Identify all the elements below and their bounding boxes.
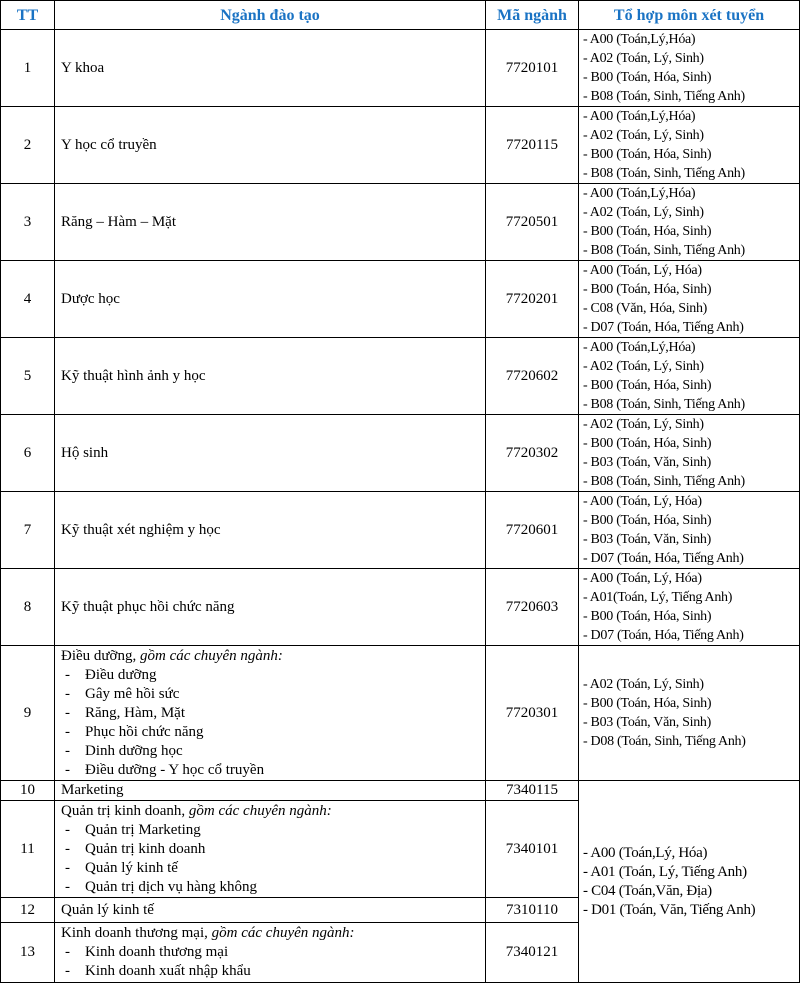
combo-item: - A02 (Toán, Lý, Sinh)	[583, 417, 704, 432]
specialization-item: - Dinh dưỡng học	[61, 742, 485, 761]
row-number: 10	[1, 781, 55, 801]
table-row	[1, 646, 800, 781]
combo-item: - D08 (Toán, Sinh, Tiếng Anh)	[583, 734, 746, 749]
combo-item: - B00 (Toán, Hóa, Sinh)	[583, 147, 712, 162]
combo-list	[579, 492, 800, 569]
header-combos: Tổ hợp môn xét tuyển	[579, 1, 800, 30]
specialization-item: - Quản trị dịch vụ hàng không	[61, 878, 485, 897]
header-row	[1, 1, 800, 30]
combo-item: - A02 (Toán, Lý, Sinh)	[583, 359, 704, 374]
combo-list	[579, 338, 800, 415]
major-name: Dược học	[55, 261, 486, 338]
table-row	[1, 107, 800, 184]
row-number: 6	[1, 415, 55, 492]
combo-item: - D07 (Toán, Hóa, Tiếng Anh)	[583, 320, 744, 335]
major-code: 7720602	[486, 338, 579, 415]
combo-item: - A02 (Toán, Lý, Sinh)	[583, 51, 704, 66]
major-code: 7720201	[486, 261, 579, 338]
major-name: Hộ sinh	[55, 415, 486, 492]
combo-list	[579, 30, 800, 107]
specialization-item: - Phục hồi chức năng	[61, 723, 485, 742]
major-name: Quản lý kinh tế	[55, 898, 486, 923]
combo-item: - B00 (Toán, Hóa, Sinh)	[583, 436, 712, 451]
row-number: 11	[1, 801, 55, 898]
row-number: 9	[1, 646, 55, 781]
major-title: Điều dưỡng,	[61, 648, 137, 664]
combo-item: - B00 (Toán, Hóa, Sinh)	[583, 282, 712, 297]
major-title: Kinh doanh thương mại,	[61, 925, 208, 941]
specialization-item: - Điều dưỡng - Y học cổ truyền	[61, 761, 485, 780]
major-name: Y khoa	[55, 30, 486, 107]
major-code: 7340115	[486, 781, 579, 801]
row-number: 7	[1, 492, 55, 569]
combo-item: - B03 (Toán, Văn, Sinh)	[583, 715, 711, 730]
header-tt: TT	[1, 1, 55, 30]
table-row	[1, 261, 800, 338]
major-lead	[61, 647, 485, 666]
specialization-list	[61, 943, 485, 981]
specialization-list	[61, 666, 485, 780]
major-name: Y học cổ truyền	[55, 107, 486, 184]
major-code: 7340101	[486, 801, 579, 898]
header-major: Ngành đào tạo	[55, 1, 486, 30]
combo-list	[579, 415, 800, 492]
specialization-item: - Quản trị Marketing	[61, 821, 485, 840]
major-code: 7720601	[486, 492, 579, 569]
row-number: 5	[1, 338, 55, 415]
major-lead	[61, 802, 485, 821]
combo-item: - B00 (Toán, Hóa, Sinh)	[583, 70, 712, 85]
major-note: gồm các chuyên ngành:	[188, 803, 332, 819]
specialization-list	[61, 821, 485, 897]
row-number: 8	[1, 569, 55, 646]
major-code: 7720101	[486, 30, 579, 107]
combo-list	[579, 646, 800, 781]
row-number: 12	[1, 898, 55, 923]
combo-item: - B03 (Toán, Văn, Sinh)	[583, 455, 711, 470]
combo-item: - B00 (Toán, Hóa, Sinh)	[583, 609, 712, 624]
specialization-item: - Kinh doanh thương mại	[61, 943, 485, 962]
combo-item: - A02 (Toán, Lý, Sinh)	[583, 677, 704, 692]
combo-item: - A02 (Toán, Lý, Sinh)	[583, 205, 704, 220]
combo-item: - B08 (Toán, Sinh, Tiếng Anh)	[583, 89, 745, 104]
combo-item: - A00 (Toán,Lý,Hóa)	[583, 186, 696, 201]
major-note: gồm các chuyên ngành:	[139, 648, 283, 664]
major-name	[55, 646, 486, 781]
combo-item: - B00 (Toán, Hóa, Sinh)	[583, 224, 712, 239]
table-row	[1, 338, 800, 415]
table-row	[1, 415, 800, 492]
combo-item: - A01 (Toán, Lý, Tiếng Anh)	[583, 863, 747, 880]
table-row	[1, 30, 800, 107]
major-note: gồm các chuyên ngành:	[211, 925, 355, 941]
row-number: 3	[1, 184, 55, 261]
combo-item: - A02 (Toán, Lý, Sinh)	[583, 128, 704, 143]
combo-item: - A00 (Toán,Lý,Hóa)	[583, 32, 696, 47]
combo-item: - D01 (Toán, Văn, Tiếng Anh)	[583, 901, 756, 918]
combo-item: - B08 (Toán, Sinh, Tiếng Anh)	[583, 397, 745, 412]
specialization-item: - Kinh doanh xuất nhập khẩu	[61, 962, 485, 981]
major-code: 7310110	[486, 898, 579, 923]
major-name: Kỹ thuật phục hồi chức năng	[55, 569, 486, 646]
table-row	[1, 184, 800, 261]
combo-item: - A01(Toán, Lý, Tiếng Anh)	[583, 590, 733, 605]
major-code: 7720115	[486, 107, 579, 184]
combo-item: - B03 (Toán, Văn, Sinh)	[583, 532, 711, 547]
specialization-item: - Điều dưỡng	[61, 666, 485, 685]
specialization-item: - Gây mê hồi sức	[61, 685, 485, 704]
combo-list	[579, 107, 800, 184]
row-number: 1	[1, 30, 55, 107]
combo-item: - A00 (Toán,Lý,Hóa)	[583, 340, 696, 355]
major-name: Kỹ thuật xét nghiệm y học	[55, 492, 486, 569]
major-code: 7720302	[486, 415, 579, 492]
combo-item: - A00 (Toán,Lý, Hóa)	[583, 844, 708, 861]
table-row	[1, 569, 800, 646]
major-code: 7340121	[486, 923, 579, 983]
combo-item: - C04 (Toán,Văn, Địa)	[583, 882, 712, 899]
specialization-item: - Răng, Hàm, Mặt	[61, 704, 485, 723]
table-row	[1, 781, 800, 801]
row-number: 4	[1, 261, 55, 338]
shared-combo-list	[579, 781, 800, 983]
major-name: Kỹ thuật hình ảnh y học	[55, 338, 486, 415]
major-code: 7720301	[486, 646, 579, 781]
combo-item: - A00 (Toán,Lý,Hóa)	[583, 109, 696, 124]
major-name: Răng – Hàm – Mặt	[55, 184, 486, 261]
header-code: Mã ngành	[486, 1, 579, 30]
combo-list	[579, 569, 800, 646]
combo-item: - A00 (Toán, Lý, Hóa)	[583, 494, 702, 509]
combo-item: - A00 (Toán, Lý, Hóa)	[583, 571, 702, 586]
major-name	[55, 923, 486, 983]
major-lead	[61, 924, 485, 943]
major-code: 7720603	[486, 569, 579, 646]
combo-item: - B08 (Toán, Sinh, Tiếng Anh)	[583, 474, 745, 489]
combo-item: - A00 (Toán, Lý, Hóa)	[583, 263, 702, 278]
combo-item: - B08 (Toán, Sinh, Tiếng Anh)	[583, 166, 745, 181]
combo-item: - B00 (Toán, Hóa, Sinh)	[583, 513, 712, 528]
combo-item: - B08 (Toán, Sinh, Tiếng Anh)	[583, 243, 745, 258]
combo-list	[579, 184, 800, 261]
major-title: Quản trị kinh doanh,	[61, 803, 186, 819]
combo-item: - B00 (Toán, Hóa, Sinh)	[583, 696, 712, 711]
combo-item: - D07 (Toán, Hóa, Tiếng Anh)	[583, 628, 744, 643]
combo-item: - C08 (Văn, Hóa, Sinh)	[583, 301, 708, 316]
major-code: 7720501	[486, 184, 579, 261]
major-name: Marketing	[55, 781, 486, 801]
table-row	[1, 492, 800, 569]
row-number: 2	[1, 107, 55, 184]
combo-item: - B00 (Toán, Hóa, Sinh)	[583, 378, 712, 393]
specialization-item: - Quản trị kinh doanh	[61, 840, 485, 859]
row-number: 13	[1, 923, 55, 983]
combo-list	[579, 261, 800, 338]
major-name	[55, 801, 486, 898]
specialization-item: - Quản lý kinh tế	[61, 859, 485, 878]
combo-item: - D07 (Toán, Hóa, Tiếng Anh)	[583, 551, 744, 566]
